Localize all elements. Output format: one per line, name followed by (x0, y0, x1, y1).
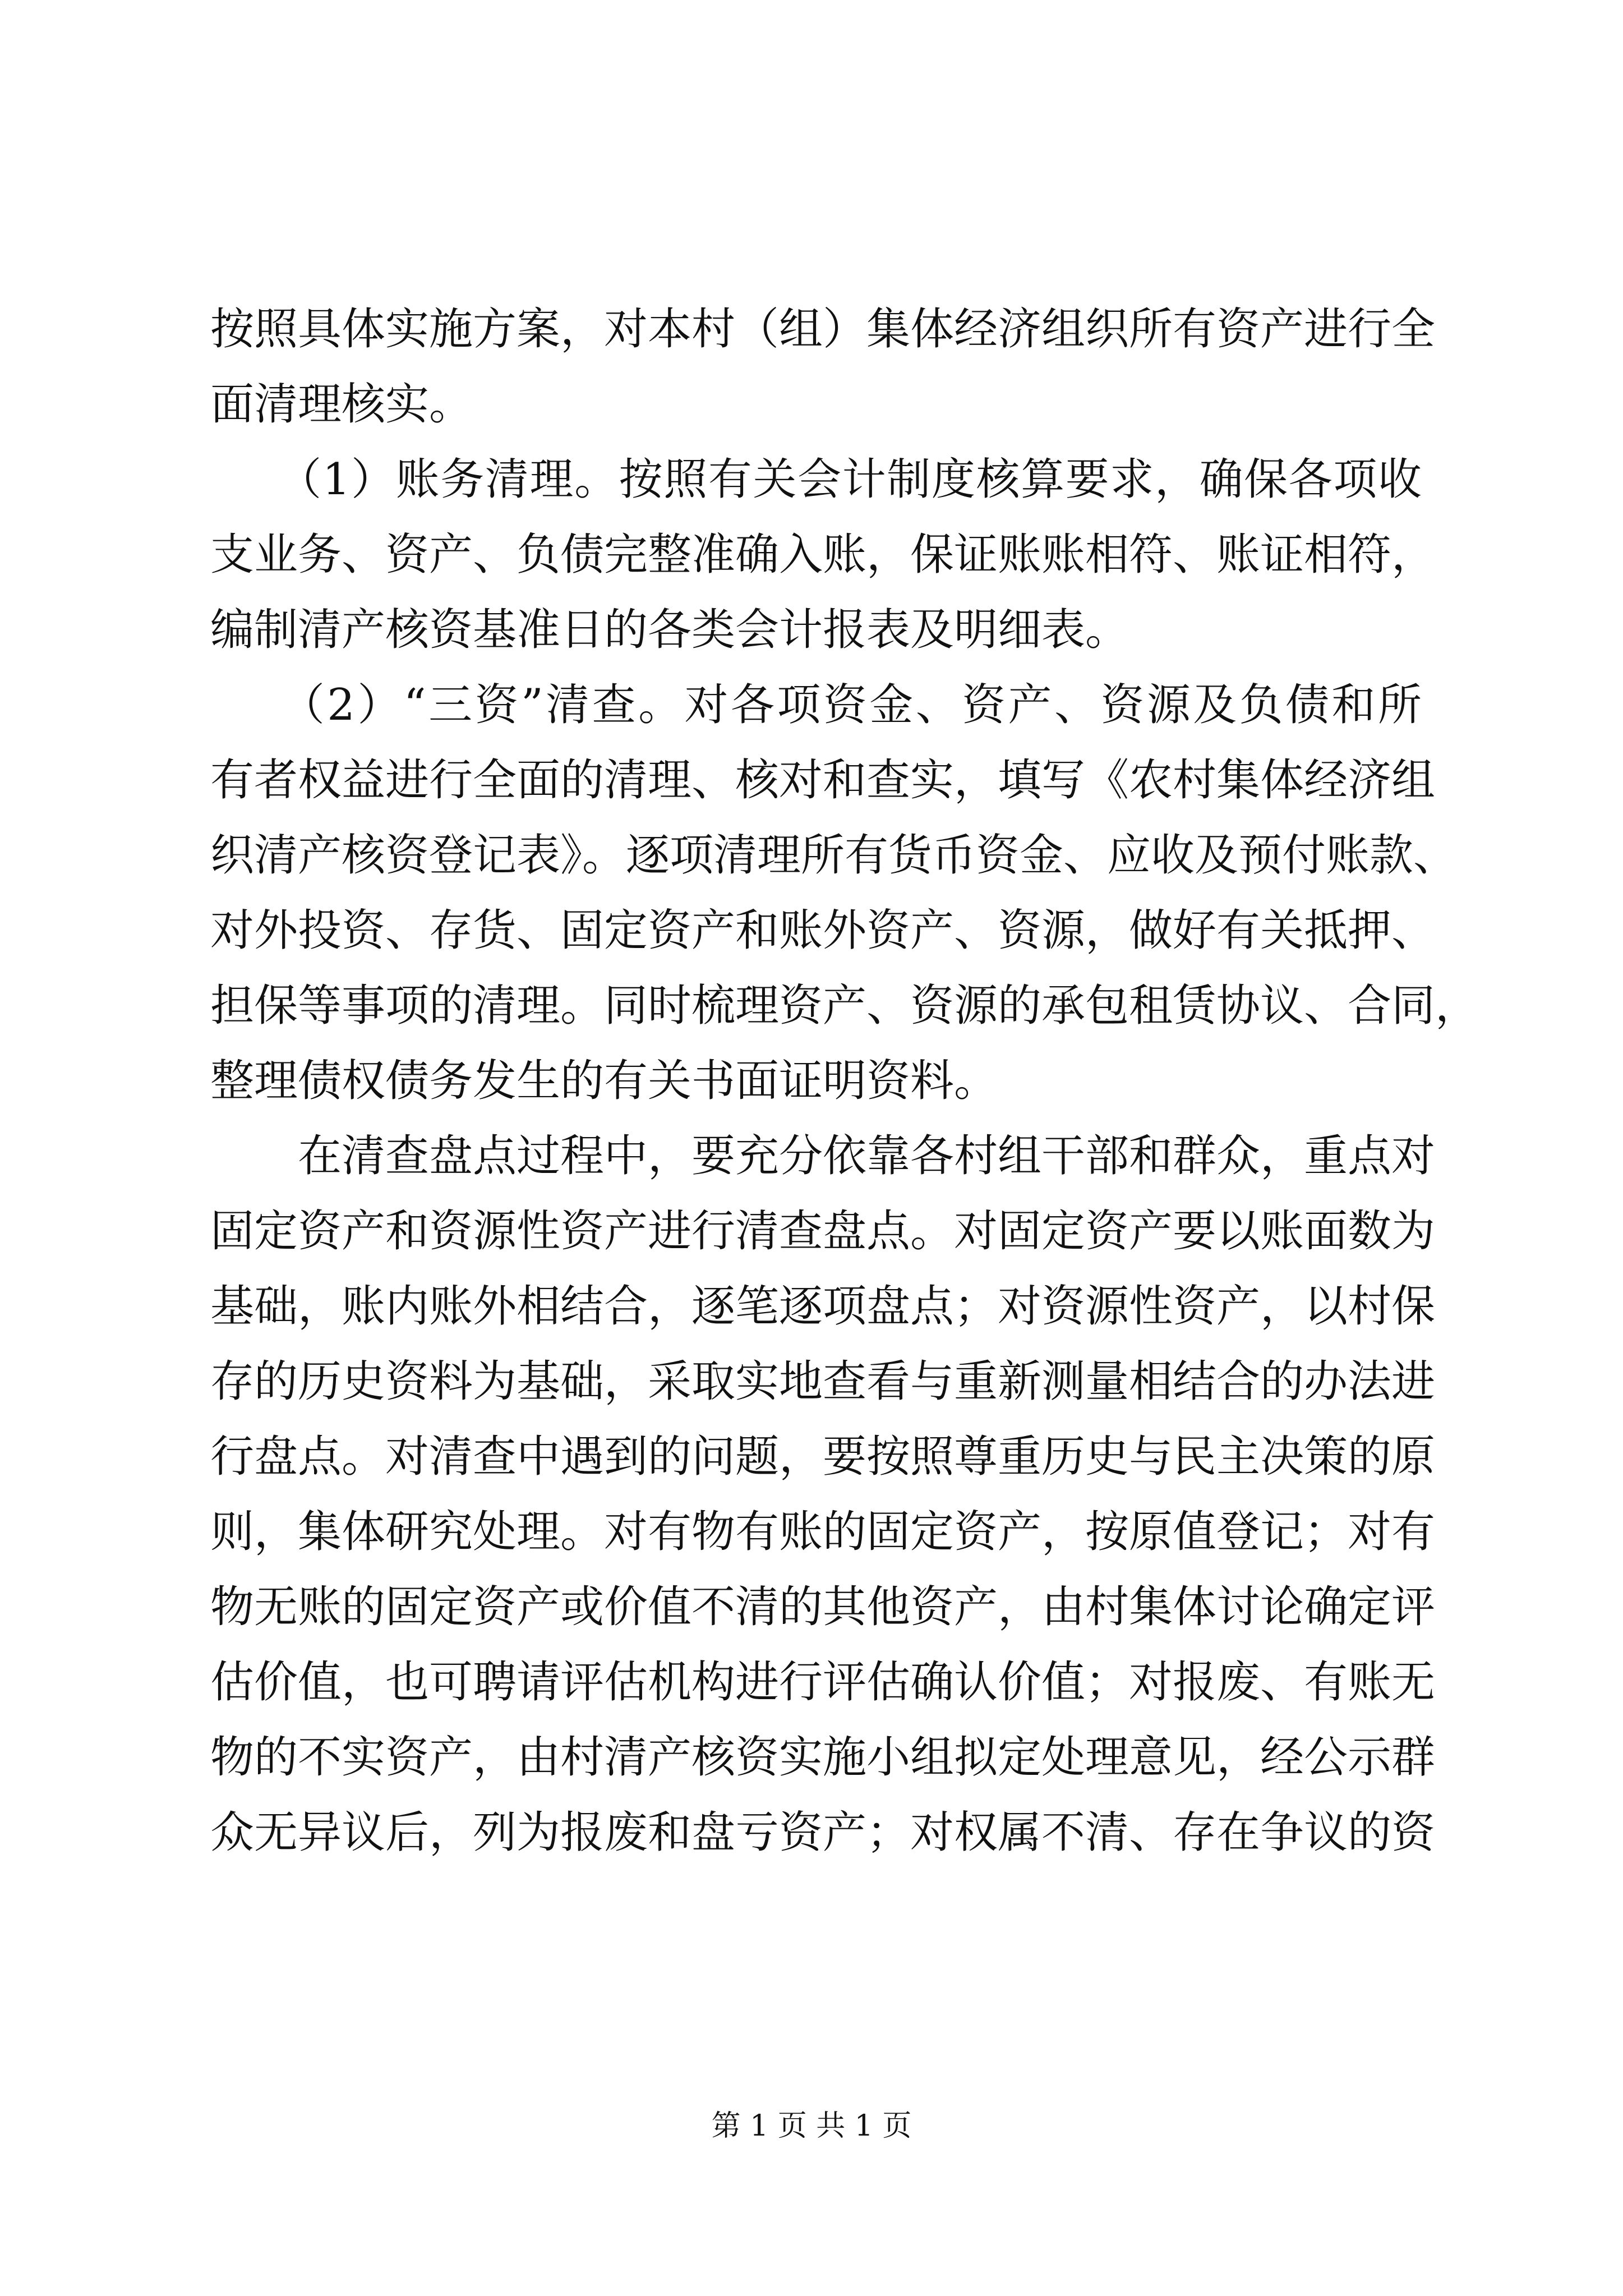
text-line: 基础，账内账外相结合，逐笔逐项盘点；对资源性资产，以村保 (210, 1281, 1436, 1332)
text-line: （2）“三资”清查。对各项资金、资产、资源及负债和所 (210, 680, 1422, 730)
text-line: 物的不实资产，由村清产核资实施小组拟定处理意见，经公示群 (210, 1732, 1436, 1783)
text-line: 对外投资、存货、固定资产和账外资产、资源，做好有关抵押、 (210, 905, 1436, 956)
text-line: （1）账务清理。按照有关会计制度核算要求，确保各项收 (210, 454, 1422, 505)
text-line: 有者权益进行全面的清理、核对和查实，填写《农村集体经济组 (210, 755, 1436, 806)
text-line: 众无异议后，列为报废和盘亏资产；对权属不清、存在争议的资 (210, 1807, 1436, 1858)
text-line: 担保等事项的清理。同时梳理资产、资源的承包租赁协议、合同， (210, 981, 1479, 1031)
text-line: 存的历史资料为基础，采取实地查看与重新测量相结合的办法进 (210, 1356, 1436, 1407)
text-line: 在清查盘点过程中，要充分依靠各村组干部和群众，重点对 (210, 1131, 1436, 1181)
text-line: 编制清产核资基准日的各类会计报表及明细表。 (210, 605, 1129, 655)
text-line: 按照具体实施方案，对本村（组）集体经济组织所有资产进行全 (210, 304, 1436, 355)
text-line: 估价值，也可聘请评估机构进行评估确认价值；对报废、有账无 (210, 1657, 1436, 1708)
text-line: 织清产核资登记表》。逐项清理所有货币资金、应收及预付账款、 (210, 830, 1458, 881)
text-line: 整理债权债务发生的有关书面证明资料。 (210, 1056, 998, 1106)
text-line: 固定资产和资源性资产进行清查盘点。对固定资产要以账面数为 (210, 1206, 1436, 1257)
document-body (210, 292, 1479, 1870)
text-line: 支业务、资产、负债完整准确入账，保证账账相符、账证相符， (210, 530, 1436, 580)
text-line: 面清理核实。 (210, 379, 473, 430)
text-line: 物无账的固定资产或价值不清的其他资产，由村集体讨论确定评 (210, 1582, 1436, 1632)
text-line: 行盘点。对清查中遇到的问题，要按照尊重历史与民主决策的原 (210, 1432, 1436, 1482)
page-footer: 第 1 页 共 1 页 (711, 2109, 912, 2143)
text-line: 则，集体研究处理。对有物有账的固定资产，按原值登记；对有 (210, 1507, 1436, 1557)
